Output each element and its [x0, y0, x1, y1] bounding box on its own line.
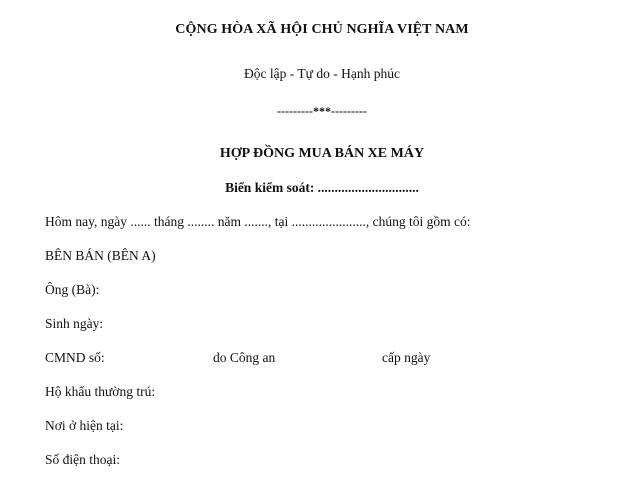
- permanent-residence-label: Hộ khẩu thường trú:: [45, 384, 156, 399]
- national-title: CỘNG HÒA XÃ HỘI CHỦ NGHĨA VIỆT NAM: [175, 22, 469, 37]
- id-row: [45, 350, 431, 366]
- current-address-label: Nơi ở hiện tại:: [45, 418, 124, 433]
- national-motto: Độc lập - Tự do - Hạnh phúc: [244, 66, 400, 81]
- seller-heading: BÊN BÁN (BÊN A): [45, 248, 156, 263]
- id-number-label: CMND số:: [45, 350, 105, 365]
- contract-title: HỢP ĐỒNG MUA BÁN XE MÁY: [219, 146, 425, 161]
- license-plate-label: Biển kiểm soát: ..............................: [225, 180, 419, 195]
- intro-line: Hôm nay, ngày ...... tháng ........ năm ......., tại ......................, chúng tôi gồm có:: [45, 214, 471, 229]
- phone-label: Số điện thoại:: [45, 452, 120, 467]
- header-divider: ---------***---------: [277, 104, 367, 118]
- dob-label: Sinh ngày:: [45, 316, 104, 331]
- id-issuer-label: do Công an: [213, 350, 276, 365]
- name-label: Ông (Bà):: [45, 282, 100, 297]
- id-issue-date-label: cấp ngày: [382, 350, 431, 365]
